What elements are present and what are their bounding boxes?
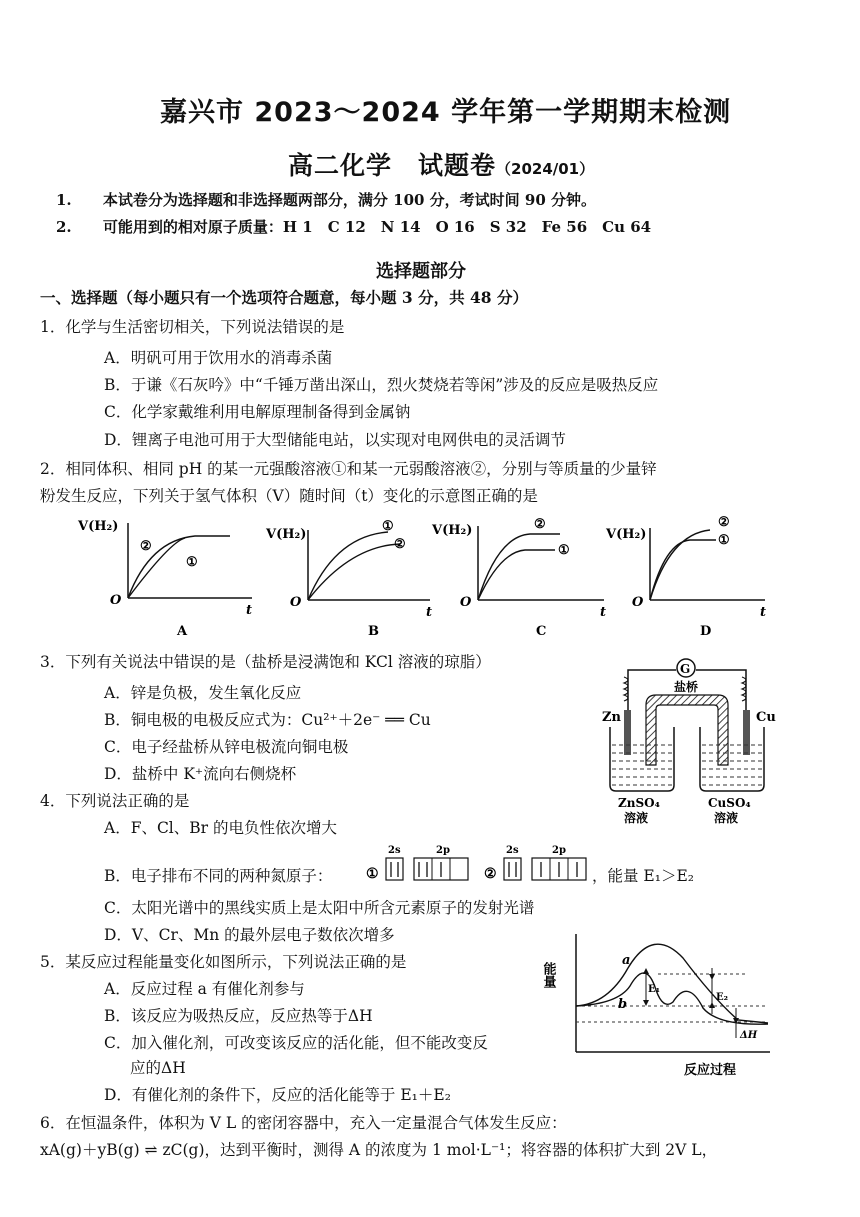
q3-option-b: B．铜电极的电极反应式为：Cu²⁺＋2e⁻ ══ Cu — [104, 711, 431, 729]
q4-option-b-suffix: ，能量 E₁＞E₂ — [592, 867, 694, 885]
exam-title: 嘉兴市 2023～2024 学年第一学期期末检测 — [160, 97, 732, 128]
graph-x-label: t — [760, 605, 767, 620]
q3-option-a: A．锌是负极，发生氧化反应 — [104, 684, 302, 702]
orbital-2s-label: 2s — [388, 845, 401, 856]
option-label: C — [536, 624, 547, 639]
q2-stem-line1: 2．相同体积、相同 pH 的某一元强酸溶液①和某一元弱酸溶液②，分别与等质量的少量锌 — [40, 460, 657, 478]
q5-option-b: B．该反应为吸热反应，反应热等于ΔH — [104, 1007, 373, 1025]
q1-stem: 1．化学与生活密切相关，下列说法错误的是 — [40, 318, 345, 336]
graph-origin: O — [632, 595, 644, 610]
q2-graphs — [70, 508, 790, 643]
salt-bridge-label: 盐桥 — [674, 680, 699, 694]
curve-2-label: ② — [394, 537, 406, 552]
graph-x-label: t — [426, 605, 433, 620]
graph-d — [605, 515, 766, 639]
meter-label: G — [680, 662, 691, 676]
exam-date: （2024/01） — [496, 160, 595, 178]
graph-origin: O — [460, 595, 472, 610]
graph-b — [265, 519, 432, 639]
right-solution-word: 溶液 — [714, 811, 739, 825]
q5-option-c: C．加入催化剂，可改变该反应的活化能，但不能改变反 — [104, 1034, 488, 1052]
curve-2-label: ② — [718, 515, 730, 530]
note-2 — [56, 216, 651, 237]
option-label: D — [700, 624, 712, 639]
graph-y-label: V(H₂) — [78, 519, 119, 534]
curve-2-label: ② — [140, 539, 152, 554]
note-number: 1. — [56, 191, 72, 209]
q1-option-b: B．于谦《石灰吟》中“千锤万凿出深山，烈火焚烧若等闲”涉及的反应是吸热反应 — [104, 376, 659, 394]
salt-bridge-cell-figure — [596, 655, 796, 825]
part-heading: 一、选择题（每小题只有一个选项符合题意，每小题 3 分，共 48 分） — [40, 288, 528, 307]
note-text: 本试卷分为选择题和非选择题两部分，满分 100 分，考试时间 90 分钟。 — [102, 191, 596, 209]
q1-option-d: D．锂离子电池可用于大型储能电站，以实现对电网供电的灵活调节 — [104, 431, 566, 449]
curve-1-label: ① — [558, 543, 570, 558]
q1-option-c: C．化学家戴维利用电解原理制备得到金属钠 — [104, 403, 411, 421]
zn-electrode-label: Zn — [602, 710, 621, 725]
orbital-diagrams — [366, 844, 592, 888]
orbital-2s-label: 2s — [506, 845, 519, 856]
cu-electrode-label: Cu — [756, 710, 776, 725]
q5-stem: 5．某反应过程能量变化如图所示，下列说法正确的是 — [40, 953, 407, 971]
subject-title: 高二化学 试题卷 — [288, 151, 497, 180]
note-number: 2. — [56, 218, 72, 236]
reaction-progress-label: 反应过程 — [684, 1063, 737, 1078]
graph-x-label: t — [600, 605, 607, 620]
graph-origin: O — [290, 595, 302, 610]
e1-label: E₁ — [648, 984, 661, 995]
q4-option-b-prefix: B．电子排布不同的两种氮原子： — [104, 867, 333, 885]
section-title: 选择题部分 — [376, 261, 466, 282]
orbital-2p-label: 2p — [552, 845, 566, 856]
graph-y-label: V(H₂) — [432, 523, 473, 538]
left-solution-word: 溶液 — [624, 811, 649, 825]
curve-2-label: ② — [534, 517, 546, 532]
q3-option-c: C．电子经盐桥从锌电极流向铜电极 — [104, 738, 349, 756]
q4-option-c: C．太阳光谱中的黑线实质上是太阳中所含元素原子的发射光谱 — [104, 899, 535, 917]
q3-stem: 3．下列有关说法中错误的是（盐桥是浸满饱和 KCl 溶液的琼脂） — [40, 653, 491, 671]
note-1 — [56, 189, 596, 210]
q6-stem-line1: 6．在恒温条件，体积为 V L 的密闭容器中，充入一定量混合气体发生反应： — [40, 1114, 567, 1132]
graph-origin: O — [110, 593, 122, 608]
q4-option-a: A．F、Cl、Br 的电负性依次增大 — [104, 819, 337, 837]
option-label: B — [368, 624, 379, 639]
energy-axis-label: 能量 — [540, 962, 556, 988]
q5-option-c-cont: 应的ΔH — [130, 1059, 186, 1077]
note-text: 可能用到的相对原子质量：H 1 C 12 N 14 O 16 S 32 Fe 56 Cu 64 — [102, 218, 652, 236]
graph-x-label: t — [246, 603, 253, 618]
atom-2-marker: ② — [484, 866, 497, 882]
q6-stem-line2: xA(g)＋yB(g) ⇌ zC(g)，达到平衡时，测得 A 的浓度为 1 mol·L⁻¹；将容器的体积扩大到 2V L， — [40, 1141, 718, 1159]
graph-y-label: V(H₂) — [266, 527, 307, 542]
q2-stem-line2: 粉发生反应，下列关于氢气体积（V）随时间（t）变化的示意图正确的是 — [40, 487, 538, 505]
curve-a-label: a — [622, 953, 631, 968]
q4-option-d: D．V、Cr、Mn 的最外层电子数依次增多 — [104, 926, 395, 944]
q5-option-a: A．反应过程 a 有催化剂参与 — [104, 980, 305, 998]
q4-stem: 4．下列说法正确的是 — [40, 792, 190, 810]
option-label: A — [177, 624, 188, 639]
right-solution-label: CuSO₄ — [708, 796, 751, 810]
dh-label: ΔH — [740, 1030, 758, 1041]
q1-option-a: A．明矾可用于饮用水的消毒杀菌 — [104, 349, 333, 367]
orbital-2p-label: 2p — [436, 845, 450, 856]
curve-1-label: ① — [382, 519, 394, 534]
graph-c — [431, 517, 606, 639]
curve-1-label: ① — [186, 555, 198, 570]
curve-b-label: b — [618, 997, 628, 1012]
q5-option-d: D．有催化剂的条件下，反应的活化能等于 E₁＋E₂ — [104, 1086, 451, 1104]
e2-label: E₂ — [716, 992, 729, 1003]
graph-y-label: V(H₂) — [606, 527, 647, 542]
left-solution-label: ZnSO₄ — [618, 796, 660, 810]
exam-subtitle — [288, 146, 594, 182]
graph-a — [77, 519, 252, 639]
energy-profile-figure — [540, 928, 784, 1078]
curve-1-label: ① — [718, 533, 730, 548]
atom-1-marker: ① — [366, 866, 379, 882]
q3-option-d: D．盐桥中 K⁺流向右侧烧杯 — [104, 765, 297, 783]
